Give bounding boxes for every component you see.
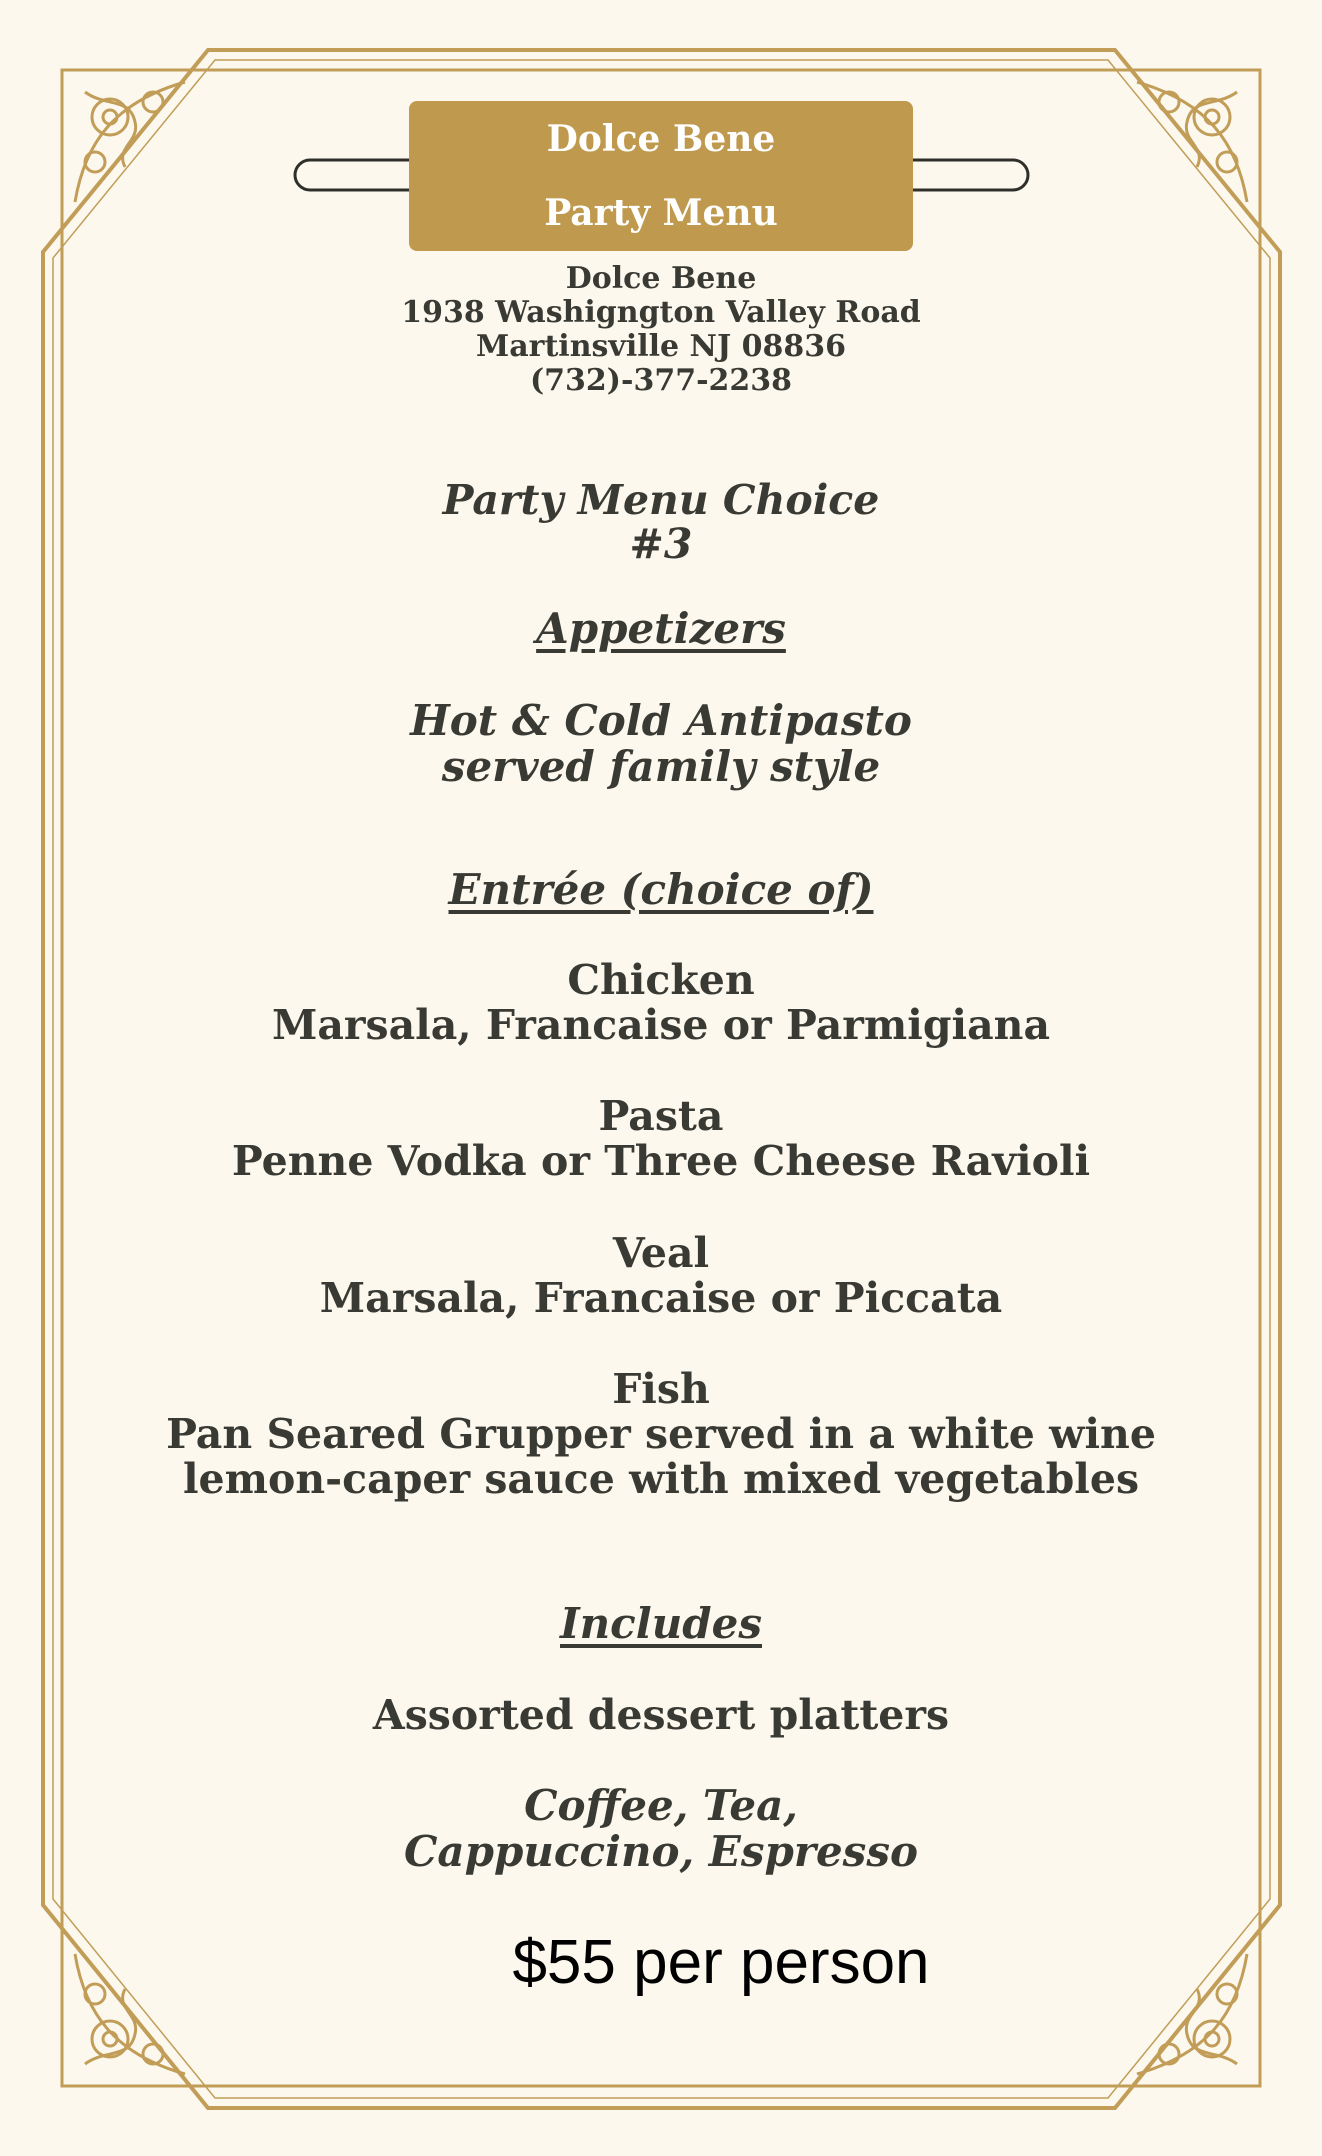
beverage-line1: Coffee, Tea, [524, 1781, 798, 1830]
banner-title: Dolce Bene [546, 118, 776, 160]
entree-chicken [130, 958, 1192, 1048]
appetizer-name: Hot & Cold Antipasto [410, 696, 912, 745]
includes-heading: Includes [560, 1599, 762, 1648]
phone-number: (732)-377-2238 [529, 363, 793, 398]
banner-subtitle: Party Menu [544, 192, 778, 234]
entree-item-options-cont: lemon-caper sauce with mixed vegetables [182, 1455, 1140, 1503]
entree-item-name: Chicken [567, 956, 755, 1004]
restaurant-name: Dolce Bene [565, 261, 757, 296]
beverage-item [130, 1783, 1192, 1875]
entree-item-name: Veal [612, 1229, 710, 1277]
entree-item-options: Marsala, Francaise or Parmigiana [271, 1001, 1051, 1049]
entree-item-options: Marsala, Francaise or Piccata [319, 1274, 1003, 1322]
dessert-item: Assorted dessert platters [372, 1691, 950, 1739]
appetizer-item [130, 698, 1192, 790]
price-per-person: $55 per person [512, 1928, 930, 1997]
menu-choice-title [130, 478, 1192, 566]
entree-heading: Entrée (choice of) [448, 865, 874, 914]
entree-fish [130, 1367, 1192, 1502]
entree-item-options: Pan Seared Grupper served in a white wine [166, 1410, 1156, 1458]
menu-choice-line1: Party Menu Choice [442, 476, 880, 524]
city-state-zip: Martinsville NJ 08836 [476, 329, 846, 364]
street-address: 1938 Washigngton Valley Road [401, 295, 921, 330]
beverage-line2: Cappuccino, Espresso [404, 1827, 918, 1876]
entree-item-name: Fish [612, 1365, 710, 1413]
entree-veal [130, 1231, 1192, 1321]
appetizers-heading: Appetizers [536, 604, 786, 653]
appetizer-note: served family style [441, 742, 881, 791]
entree-item-name: Pasta [598, 1092, 724, 1140]
restaurant-address [0, 262, 1322, 398]
menu-choice-number: #3 [629, 520, 693, 568]
entree-pasta [130, 1094, 1192, 1184]
entree-item-options: Penne Vodka or Three Cheese Ravioli [231, 1137, 1091, 1185]
title-banner [409, 101, 913, 251]
